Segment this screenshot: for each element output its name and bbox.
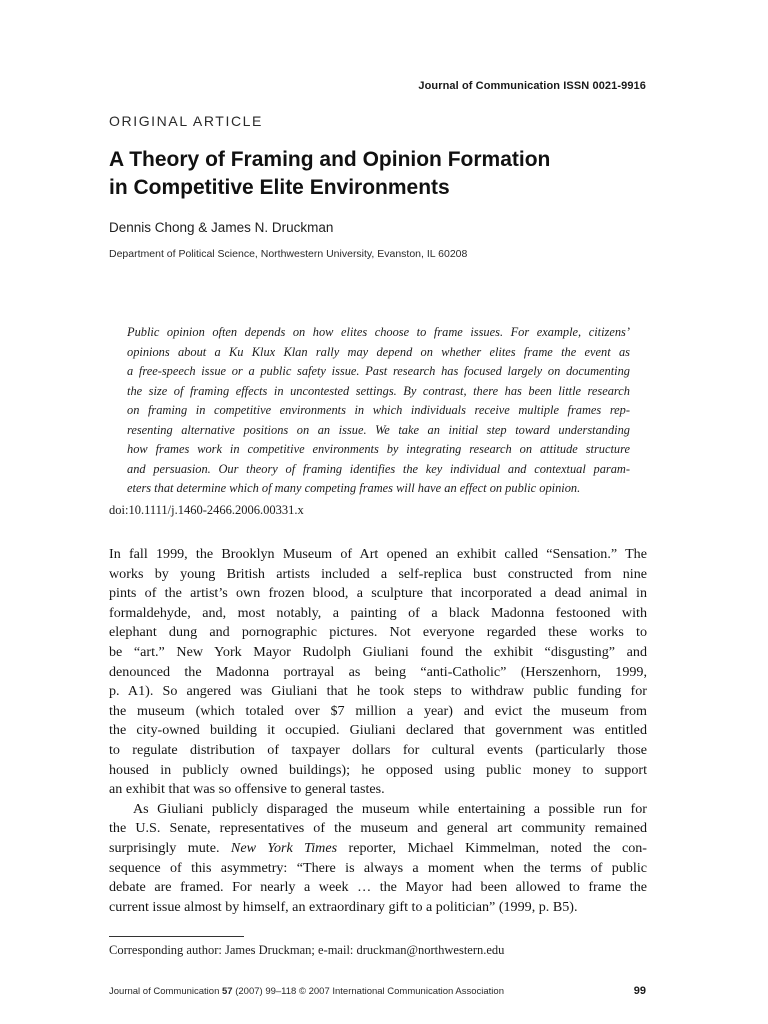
body-line: As Giuliani publicly disparaged the museum while entertaining a possible run for xyxy=(133,800,647,817)
page-footer-citation xyxy=(109,986,504,997)
author-list: Dennis Chong & James N. Druckman xyxy=(109,220,334,235)
body-line: elephant dung and pornographic pictures. Not everyone regarded these works to xyxy=(109,624,647,641)
corresponding-author-footnote: Corresponding author: James Druckman; e-mail: druckman@northwestern.edu xyxy=(109,943,505,957)
abstract-line: the size of framing effects in uncontested settings. By contrast, there has been little research xyxy=(127,383,630,398)
body-text-segment: reporter, Michael Kimmelman, noted the con- xyxy=(337,839,647,856)
body-line: the city-owned building it occupied. Giuliani declared that government was entitled xyxy=(109,722,647,739)
body-line: debate are framed. For nearly a week … the Mayor had been allowed to frame the xyxy=(109,879,647,896)
body-line: In fall 1999, the Brooklyn Museum of Art opened an exhibit called “Sensation.” The xyxy=(109,546,647,562)
newspaper-title: New York Times xyxy=(230,839,338,856)
abstract-line: Public opinion often depends on how elites choose to frame issues. For example, citizens’ xyxy=(127,325,630,339)
body-line: denounced the Madonna portrayal as being “anti-Catholic” (Herszenhorn, 1999, xyxy=(109,663,647,680)
footer-journal: Journal of Communication xyxy=(109,986,222,997)
body-line: to regulate distribution of taxpayer dollars for cultural events (particularly those xyxy=(109,741,647,758)
article-type-label: ORIGINAL ARTICLE xyxy=(109,113,263,129)
article-title xyxy=(109,146,669,202)
body-line xyxy=(109,839,647,859)
abstract-line: eters that determine which of many competing frames will have an effect on public opinion. xyxy=(127,481,581,495)
article-title-line: A Theory of Framing and Opinion Formation xyxy=(109,148,551,171)
abstract-line: on framing in competitive environments in which individuals receive multiple frames rep- xyxy=(127,403,630,417)
body-line: an exhibit that was so offensive to general tastes. xyxy=(109,781,385,798)
body-text xyxy=(109,545,647,917)
abstract xyxy=(127,323,630,499)
article-title-line: in Competitive Elite Environments xyxy=(109,176,450,199)
abstract-line: opinions about a Ku Klux Klan rally may depend on whether elites frame the event as xyxy=(127,344,630,359)
page-number: 99 xyxy=(633,985,646,997)
abstract-line: and persuasion. Our theory of framing identifies the key individual and contextual param- xyxy=(127,461,630,476)
footnote-divider xyxy=(109,936,244,937)
abstract-line: how frames work in competitive environments by integrating research on attitude structure xyxy=(127,442,630,456)
body-text-segment: surprisingly mute. xyxy=(109,839,231,856)
author-affiliation: Department of Political Science, Northwestern University, Evanston, IL 60208 xyxy=(109,248,468,260)
body-line: sequence of this asymmetry: “There is always a moment when the terms of public xyxy=(109,859,647,876)
abstract-line: resenting alternative positions on an issue. We take an initial step toward understanding xyxy=(127,422,630,437)
body-line: housed in publicly owned buildings); he opposed using public money to support xyxy=(109,761,647,778)
body-line: be “art.” New York Mayor Rudolph Giuliani found the exhibit “disgusting” and xyxy=(109,643,647,660)
journal-header: Journal of Communication ISSN 0021-9916 xyxy=(418,80,646,92)
body-line: the U.S. Senate, representatives of the museum and general art community remained xyxy=(109,820,647,837)
body-line: the museum (which totaled over $7 million a year) and evict the museum from xyxy=(109,702,647,719)
footer-details: (2007) 99–118 © 2007 International Communication Association xyxy=(232,986,504,997)
footer-volume: 57 xyxy=(222,986,233,997)
abstract-line: a free-speech issue or a public safety issue. Past research has focused largely on documenting xyxy=(127,364,630,378)
body-line: formaldehyde, and, most notably, a painting of a black Madonna festooned with xyxy=(109,604,647,621)
doi-identifier: doi:10.1111/j.1460-2466.2006.00331.x xyxy=(109,503,304,517)
body-line: p. A1). So angered was Giuliani that he took steps to withdraw public funding for xyxy=(109,683,647,700)
body-line: current issue almost by himself, an extraordinary gift to a politician” (1999, p. B5). xyxy=(109,898,578,915)
body-line: works by young British artists included a self-replica bust constructed from nine xyxy=(109,565,647,582)
body-line: pints of the artist’s own frozen blood, a sculpture that incorporated a dead animal in xyxy=(109,585,647,602)
